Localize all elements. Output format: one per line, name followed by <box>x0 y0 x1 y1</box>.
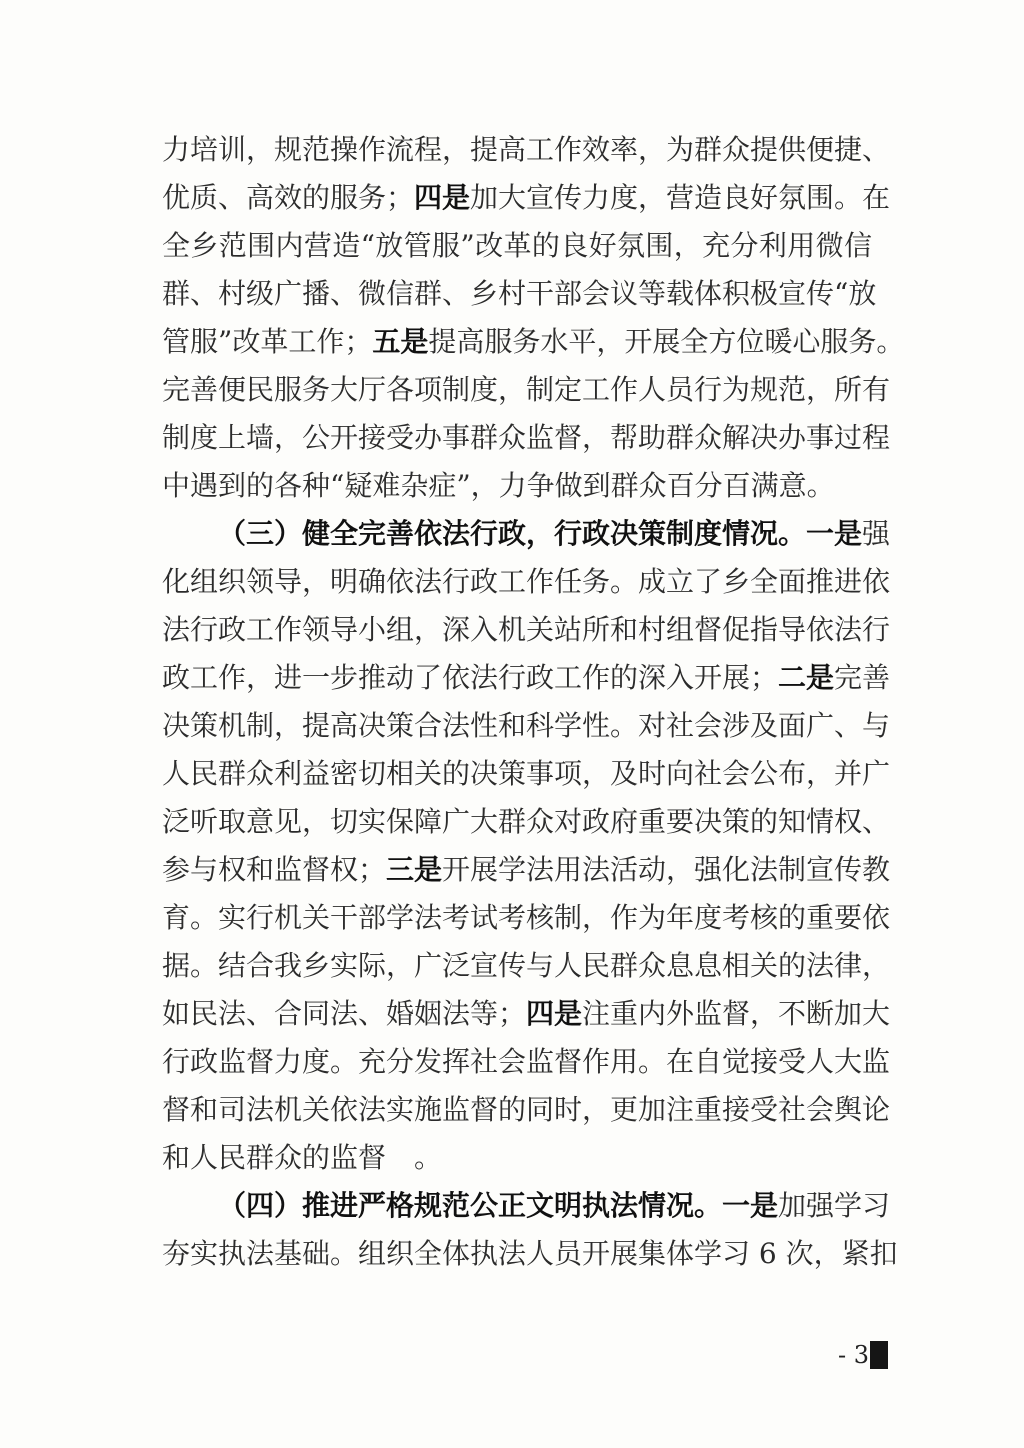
page-number: - 3 <box>838 1341 870 1369</box>
text-line-21: 督和司法机关依法实施监督的同时，更加注重接受社会舆论 <box>162 1093 891 1126</box>
text-line-11: 法行政工作领导小组，深入机关站所和村组督促指导依法行 <box>162 613 891 646</box>
text-line-22: 和人民群众的监督 。 <box>162 1141 443 1174</box>
text-line-12: 政工作，进一步推动了依法行政工作的深入开展；二是完善 <box>162 661 891 694</box>
text-line-3: 全乡范围内营造“放管服”改革的良好氛围，充分利用微信 <box>162 229 872 262</box>
text-line-24: 夯实执法基础。组织全体执法人员开展集体学习 6 次，紧扣 <box>162 1237 898 1270</box>
text-line-10: 化组织领导，明确依法行政工作任务。成立了乡全面推进依 <box>162 565 891 598</box>
text-line-20: 行政监督力度。充分发挥社会监督作用。在自觉接受人大监 <box>162 1045 891 1078</box>
text-line-4: 群、村级广播、微信群、乡村干部会议等载体积极宣传“放 <box>162 277 877 310</box>
text-line-16: 参与权和监督权；三是开展学法用法活动，强化法制宣传教 <box>162 853 891 886</box>
text-line-18: 据。结合我乡实际，广泛宣传与人民群众息息相关的法律， <box>162 949 891 982</box>
text-line-17: 育。实行机关干部学法考试考核制，作为年度考核的重要依 <box>162 901 891 934</box>
text-line-15: 泛听取意见，切实保障广大群众对政府重要决策的知情权、 <box>162 805 891 838</box>
page-corner-mark <box>870 1341 888 1369</box>
text-line-19: 如民法、合同法、婚姻法等；四是注重内外监督，不断加大 <box>162 997 891 1030</box>
text-line-5: 管服”改革工作；五是提高服务水平，开展全方位暖心服务。 <box>162 325 905 358</box>
section-heading-4: （四）推进严格规范公正文明执法情况。一是加强学习 <box>218 1189 891 1222</box>
text-line-1: 力培训，规范操作流程，提高工作效率，为群众提供便捷、 <box>162 133 891 166</box>
text-line-8: 中遇到的各种“疑难杂症”，力争做到群众百分百满意。 <box>162 469 835 502</box>
text-line-6: 完善便民服务大厅各项制度，制定工作人员行为规范，所有 <box>162 373 891 406</box>
text-line-7: 制度上墙，公开接受办事群众监督，帮助群众解决办事过程 <box>162 421 891 454</box>
text-line-14: 人民群众利益密切相关的决策事项，及时向社会公布，并广 <box>162 757 891 790</box>
text-line-13: 决策机制，提高决策合法性和科学性。对社会涉及面广、与 <box>162 709 891 742</box>
text-line-2: 优质、高效的服务；四是加大宣传力度，营造良好氛围。在 <box>162 181 891 214</box>
section-heading-3: （三）健全完善依法行政，行政决策制度情况。一是强 <box>218 517 891 550</box>
